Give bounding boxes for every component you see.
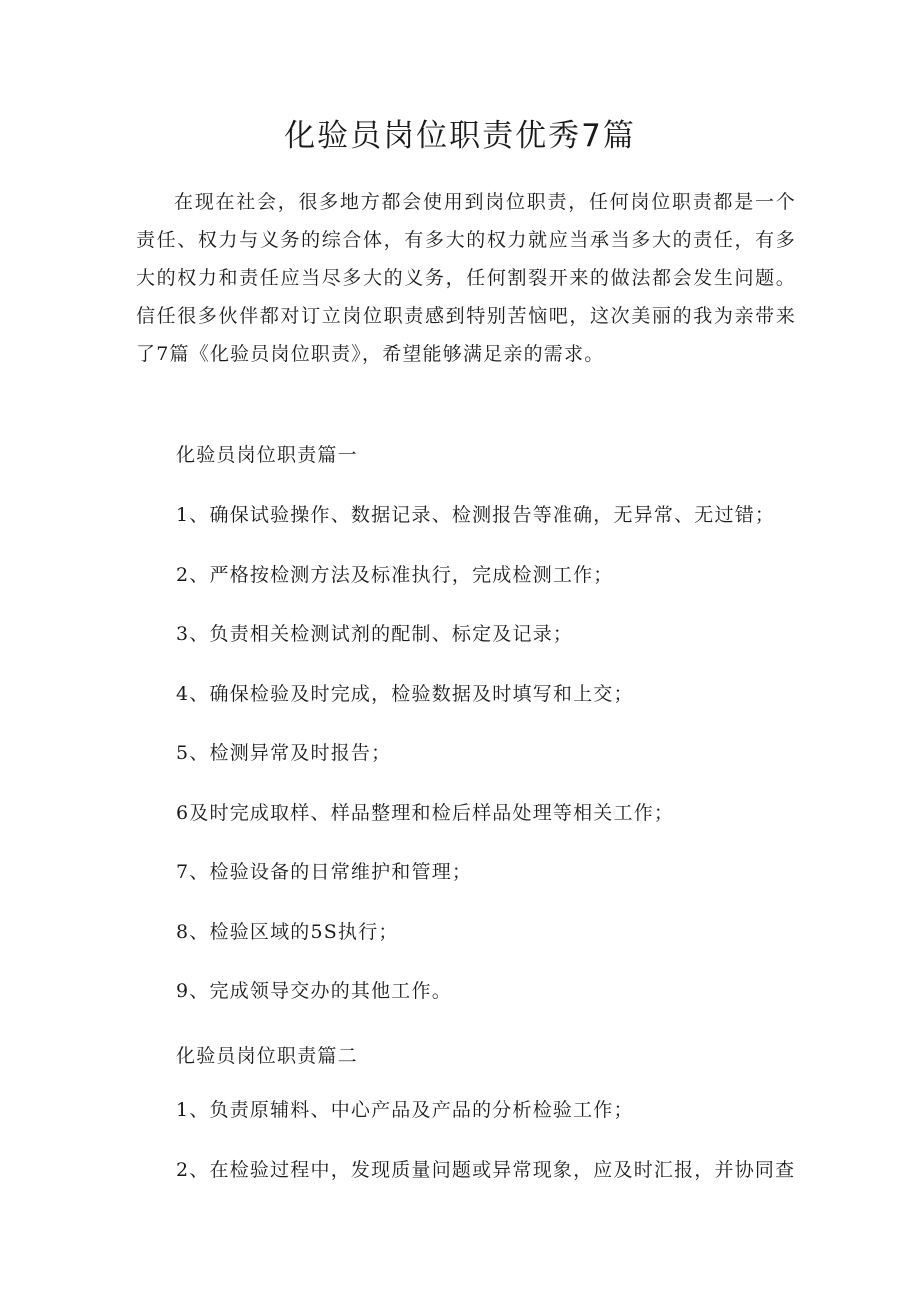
- section1-item-6: 6及时完成取样、样品整理和检后样品处理等相关工作；: [176, 802, 675, 824]
- section2-heading: 化验员岗位职责篇二: [176, 1045, 358, 1067]
- document-title: 化验员岗位职责优秀7篇: [284, 118, 636, 154]
- section2-item-2: 2、在检验过程中，发现质量问题或异常现象，应及时汇报，并协同查: [176, 1159, 796, 1181]
- section1-heading: 化验员岗位职责篇一: [176, 444, 358, 466]
- section1-item-4: 4、确保检验及时完成，检验数据及时填写和上交；: [176, 683, 634, 705]
- section1-item-5: 5、检测异常及时报告；: [176, 742, 392, 764]
- section1-item-2: 2、严格按检测方法及标准执行，完成检测工作；: [176, 564, 614, 586]
- section1-item-9: 9、完成领导交办的其他工作。: [176, 980, 452, 1002]
- intro-paragraph: 在现在社会，很多地方都会使用到岗位职责，任何岗位职责都是一个责任、权力与义务的综合体，有多大的权力就应当承当多大的责任，有多大的权力和责任应当尽多大的义务，任何割裂开来的做法都会发生问题。信任很多伙伴都对订立岗位职责感到特别苦恼吧，这次美丽的我为亲带来了7篇《化验员岗位职责》，希望能够满足亲的需求。: [136, 191, 796, 365]
- section2-item-1: 1、负责原辅料、中心产品及产品的分析检验工作；: [176, 1099, 634, 1121]
- section1-item-1: 1、确保试验操作、数据记录、检测报告等准确，无异常、无过错；: [176, 504, 776, 526]
- section1-item-8: 8、检验区域的5S执行；: [176, 921, 399, 943]
- section1-item-3: 3、负责相关检测试剂的配制、标定及记录；: [176, 623, 574, 645]
- section1-item-7: 7、检验设备的日常维护和管理；: [176, 861, 473, 883]
